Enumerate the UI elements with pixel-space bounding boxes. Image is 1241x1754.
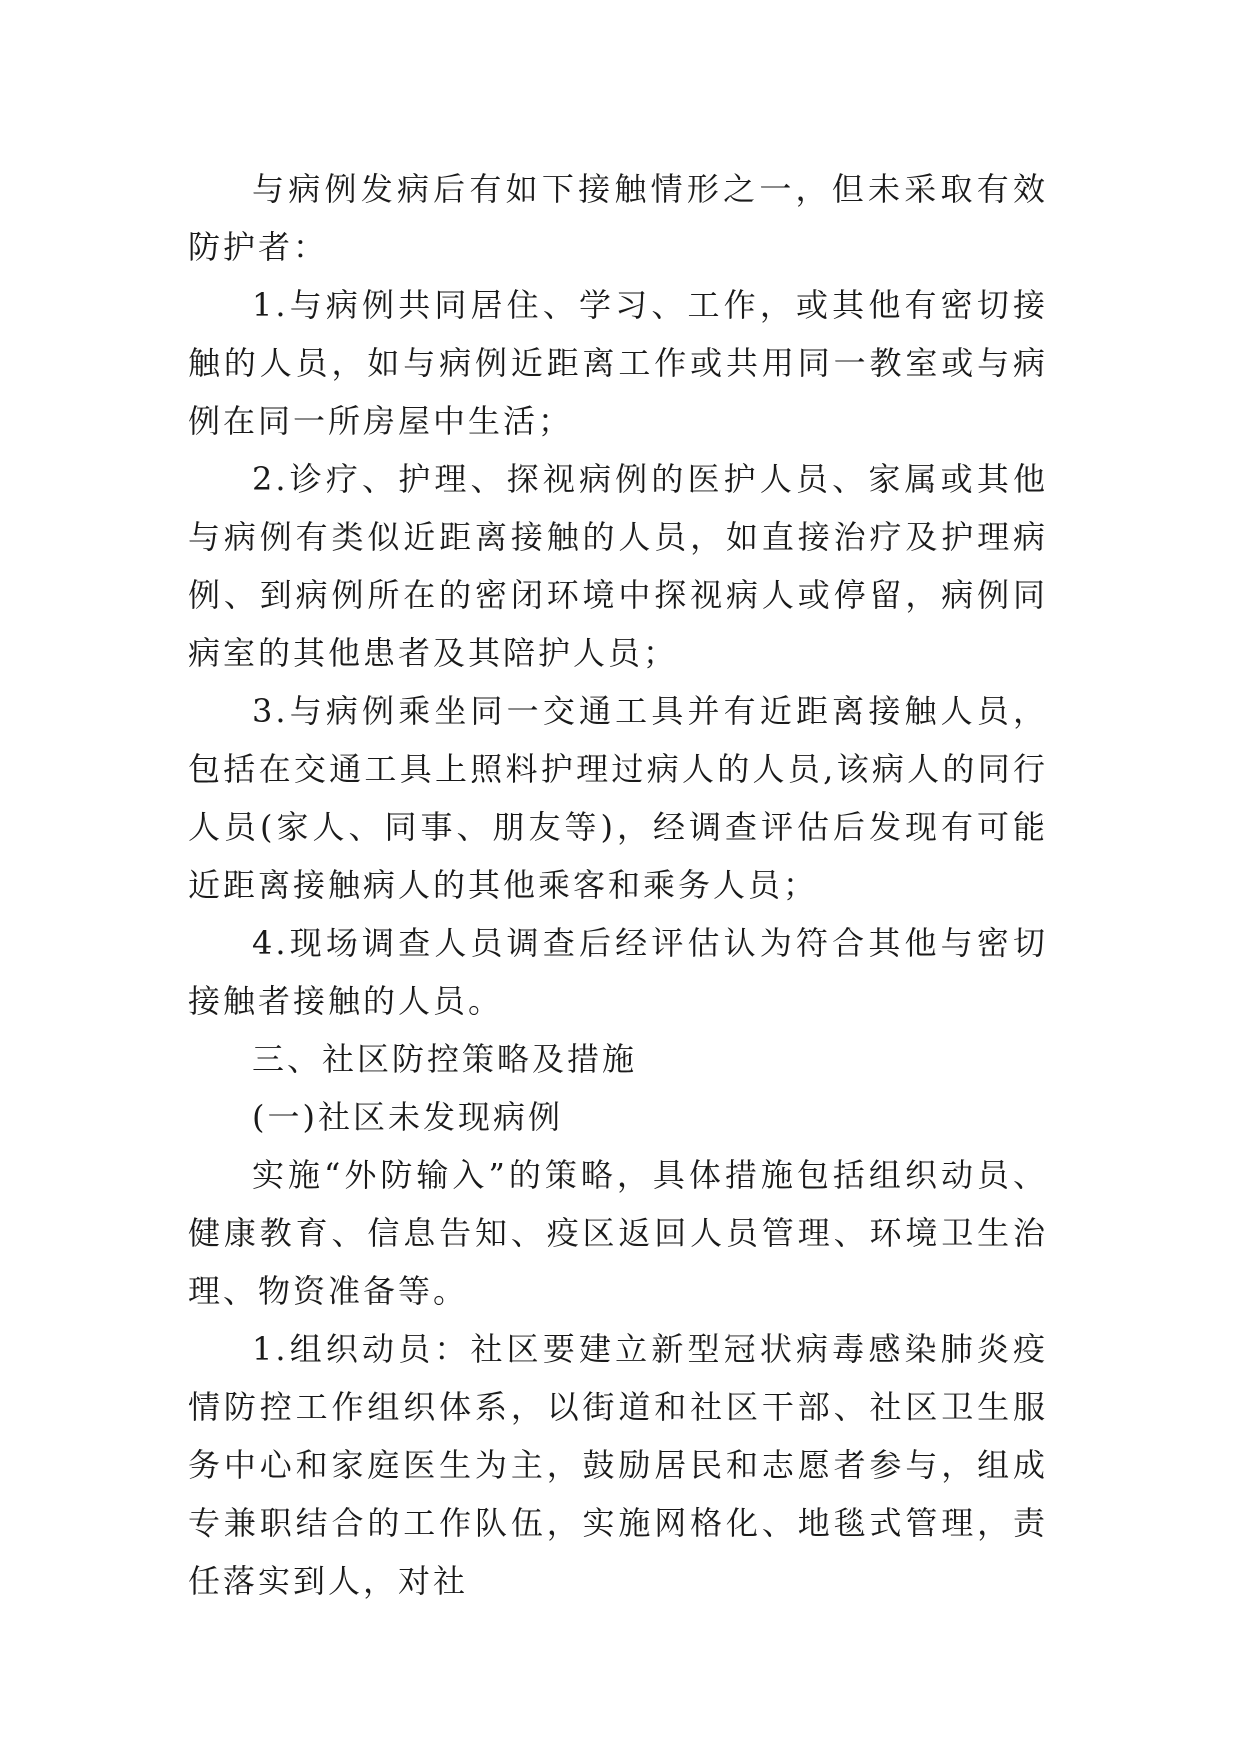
section-heading-community-strategy: 三、社区防控策略及措施 (252, 1040, 638, 1078)
paragraph-item-3-transport: 3.与病例乘坐同一交通工具并有近距离接触人员，包括在交通工具上照料护理过病人的人员,该病人的同行人员(家人、同事、朋友等)，经调查评估后发现有可能近距离接触病人的其他乘客和乘务人员； (188, 692, 1048, 904)
subsection-heading-no-cases: (一)社区未发现病例 (252, 1098, 563, 1136)
paragraph-item-1-cohabitation: 1.与病例共同居住、学习、工作，或其他有密切接触的人员，如与病例近距离工作或共用同一教室或与病例在同一所房屋中生活； (188, 286, 1048, 440)
paragraph-contact-situations-intro: 与病例发病后有如下接触情形之一，但未采取有效防护者： (188, 170, 1048, 266)
document-body (188, 160, 1048, 1610)
paragraph-item-4-investigators: 4.现场调查人员调查后经评估认为符合其他与密切接触者接触的人员。 (188, 924, 1048, 1020)
paragraph-item-1-organization-mobilization: 1.组织动员：社区要建立新型冠状病毒感染肺炎疫情防控工作组织体系，以街道和社区干部、社区卫生服务中心和家庭医生为主，鼓励居民和志愿者参与，组成专兼职结合的工作队伍，实施网格化、地毯式管理，责任落实到人，对社 (188, 1330, 1048, 1600)
paragraph-item-2-medical-staff: 2.诊疗、护理、探视病例的医护人员、家属或其他与病例有类似近距离接触的人员，如直接治疗及护理病例、到病例所在的密闭环境中探视病人或停留，病例同病室的其他患者及其陪护人员； (188, 460, 1048, 672)
paragraph-external-prevention-strategy: 实施“外防输入”的策略，具体措施包括组织动员、健康教育、信息告知、疫区返回人员管理、环境卫生治理、物资准备等。 (188, 1156, 1048, 1310)
